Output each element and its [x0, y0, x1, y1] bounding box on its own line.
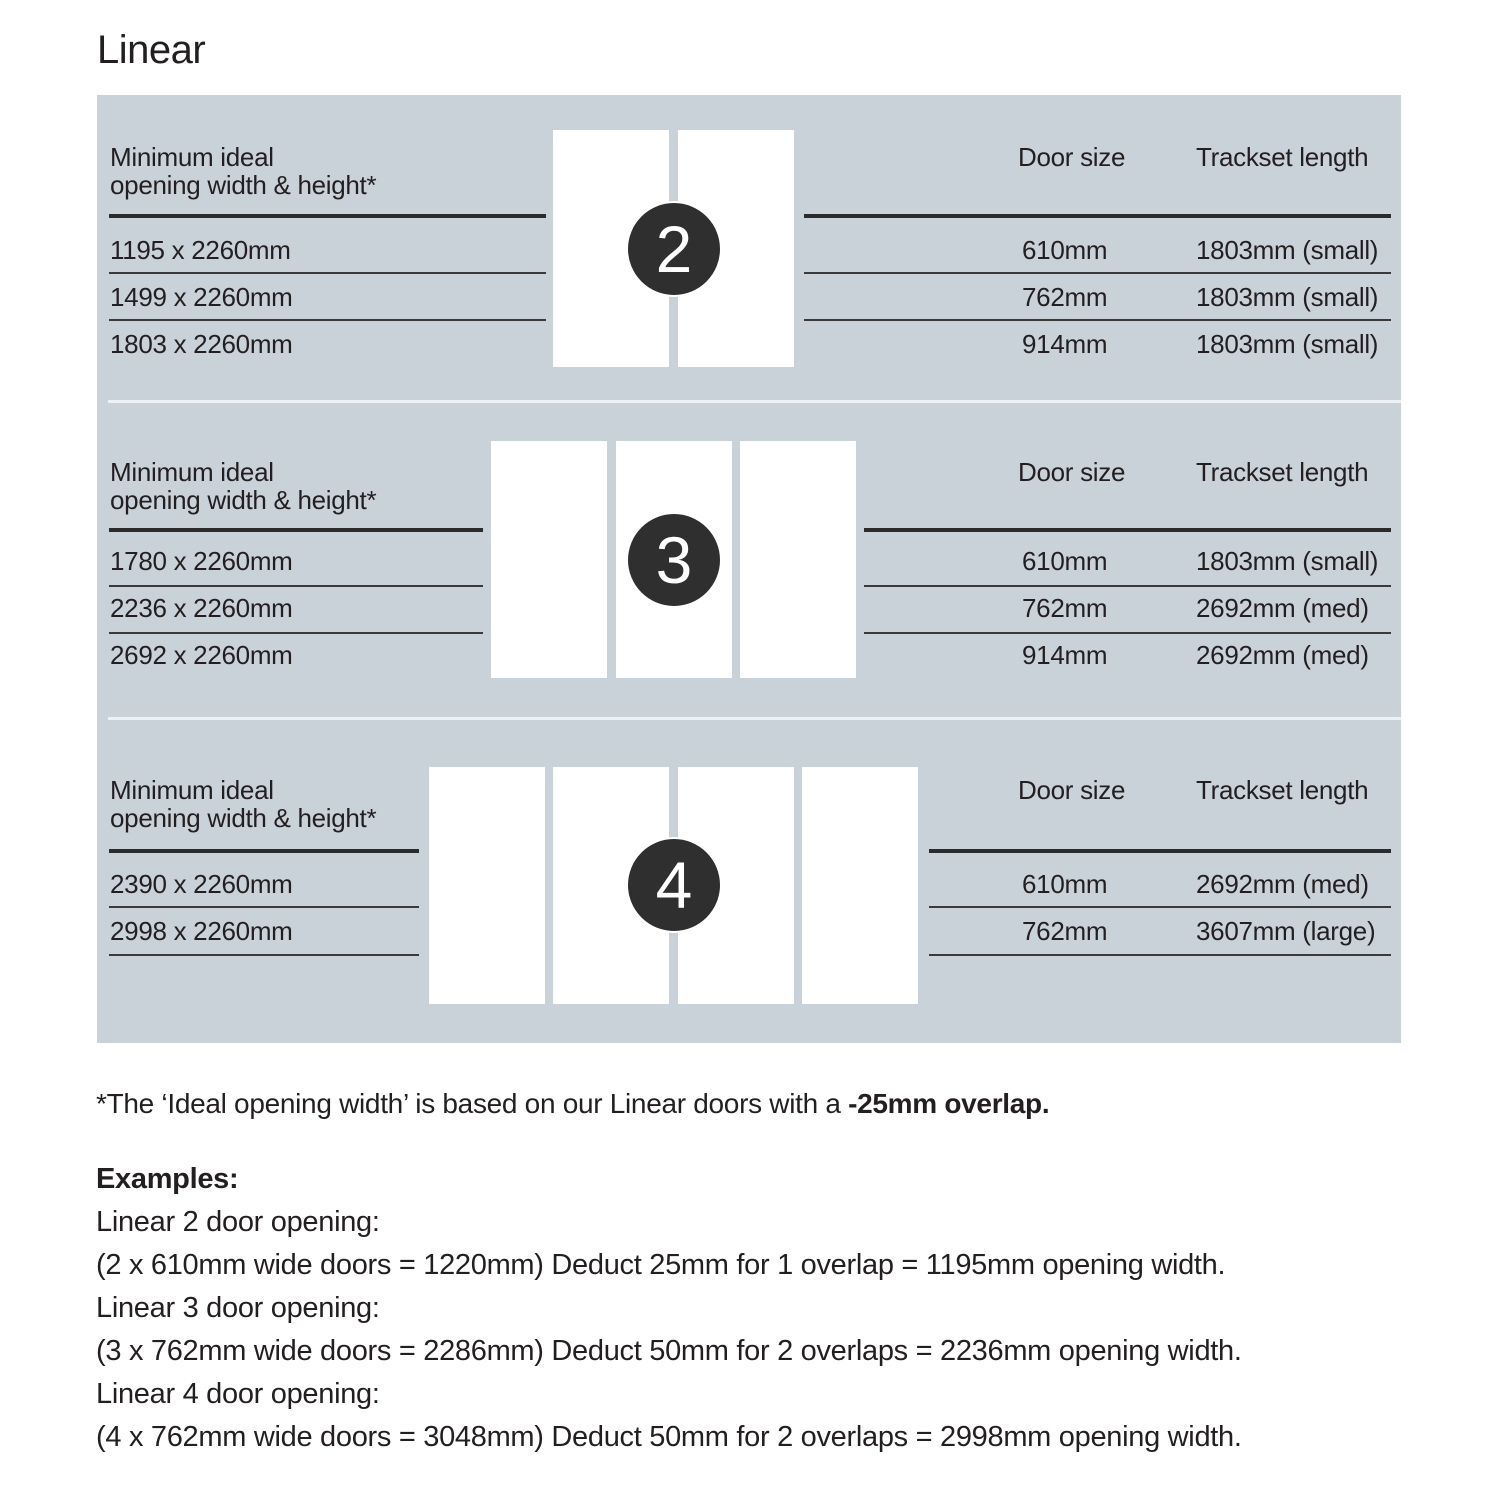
- left-header-line: opening width & height*: [110, 485, 377, 515]
- row-rule: [864, 585, 1391, 587]
- left-header-line: opening width & height*: [110, 170, 377, 200]
- left-header-line: Minimum ideal: [110, 457, 274, 487]
- trackset-length: 1803mm (small): [1196, 546, 1379, 576]
- door-size: 914mm: [1022, 329, 1108, 359]
- header-rule: [804, 214, 1391, 218]
- left-header-line: opening width & height*: [110, 803, 377, 833]
- section-divider: [108, 400, 1401, 403]
- row-rule: [109, 954, 419, 956]
- header-rule: [109, 849, 419, 853]
- row-rule: [109, 272, 546, 274]
- header-rule: [929, 849, 1391, 853]
- opening-size: 1803 x 2260mm: [110, 329, 293, 359]
- trackset-length: 2692mm (med): [1196, 640, 1369, 670]
- door-size: 762mm: [1022, 593, 1108, 623]
- section-divider: [108, 717, 1401, 720]
- door-size: 610mm: [1022, 869, 1108, 899]
- opening-size: 1780 x 2260mm: [110, 546, 293, 576]
- trackset-header: Trackset length: [1196, 142, 1369, 172]
- row-rule: [929, 906, 1391, 908]
- page-title: Linear: [97, 28, 206, 72]
- row-rule: [109, 906, 419, 908]
- door-panel-icon: [802, 767, 918, 1004]
- door-size: 610mm: [1022, 235, 1108, 265]
- trackset-length: 1803mm (small): [1196, 282, 1379, 312]
- example-line: Linear 3 door opening:: [96, 1292, 380, 1324]
- door-panel-icon: [740, 441, 856, 678]
- door-size: 610mm: [1022, 546, 1108, 576]
- door-size-header: Door size: [1018, 775, 1126, 805]
- opening-size: 2390 x 2260mm: [110, 869, 293, 899]
- trackset-length: 2692mm (med): [1196, 593, 1369, 623]
- row-rule: [804, 272, 1391, 274]
- example-line: Linear 4 door opening:: [96, 1378, 380, 1410]
- header-rule: [109, 528, 483, 532]
- examples-heading: Examples:: [96, 1163, 239, 1195]
- trackset-length: 2692mm (med): [1196, 869, 1369, 899]
- door-count-badge: 3: [626, 512, 722, 608]
- row-rule: [864, 632, 1391, 634]
- opening-size: 2692 x 2260mm: [110, 640, 293, 670]
- row-rule: [109, 319, 546, 321]
- example-line: Linear 2 door opening:: [96, 1206, 380, 1238]
- door-size: 762mm: [1022, 282, 1108, 312]
- trackset-length: 3607mm (large): [1196, 916, 1376, 946]
- opening-size: 2998 x 2260mm: [110, 916, 293, 946]
- door-count-badge: 2: [626, 201, 722, 297]
- door-size: 762mm: [1022, 916, 1108, 946]
- examples: [96, 1158, 1242, 1459]
- door-panel-icon: [429, 767, 545, 1004]
- left-header-line: Minimum ideal: [110, 775, 274, 805]
- opening-size: 2236 x 2260mm: [110, 593, 293, 623]
- header-rule: [109, 214, 546, 218]
- example-line: (4 x 762mm wide doors = 3048mm) Deduct 50mm for 2 overlaps = 2998mm opening width.: [96, 1421, 1242, 1453]
- door-size: 914mm: [1022, 640, 1108, 670]
- trackset-header: Trackset length: [1196, 457, 1369, 487]
- trackset-length: 1803mm (small): [1196, 329, 1379, 359]
- trackset-header: Trackset length: [1196, 775, 1369, 805]
- door-panel-icon: [491, 441, 607, 678]
- example-line: (3 x 762mm wide doors = 2286mm) Deduct 50mm for 2 overlaps = 2236mm opening width.: [96, 1335, 1242, 1367]
- footnote-text: *The ‘Ideal opening width’ is based on our Linear doors with a: [96, 1088, 849, 1119]
- opening-size: 1195 x 2260mm: [110, 235, 291, 265]
- door-size-header: Door size: [1018, 457, 1126, 487]
- opening-size: 1499 x 2260mm: [110, 282, 293, 312]
- example-line: (2 x 610mm wide doors = 1220mm) Deduct 25mm for 1 overlap = 1195mm opening width.: [96, 1249, 1226, 1281]
- row-rule: [109, 585, 483, 587]
- footnote-bold: -25mm overlap.: [848, 1088, 1050, 1119]
- row-rule: [804, 319, 1391, 321]
- row-rule: [109, 632, 483, 634]
- door-size-header: Door size: [1018, 142, 1126, 172]
- header-rule: [864, 528, 1391, 532]
- size-table-panel: [97, 95, 1401, 1043]
- footnote: [96, 1088, 1049, 1120]
- door-count-badge: 4: [626, 837, 722, 933]
- trackset-length: 1803mm (small): [1196, 235, 1379, 265]
- left-header-line: Minimum ideal: [110, 142, 274, 172]
- row-rule: [929, 954, 1391, 956]
